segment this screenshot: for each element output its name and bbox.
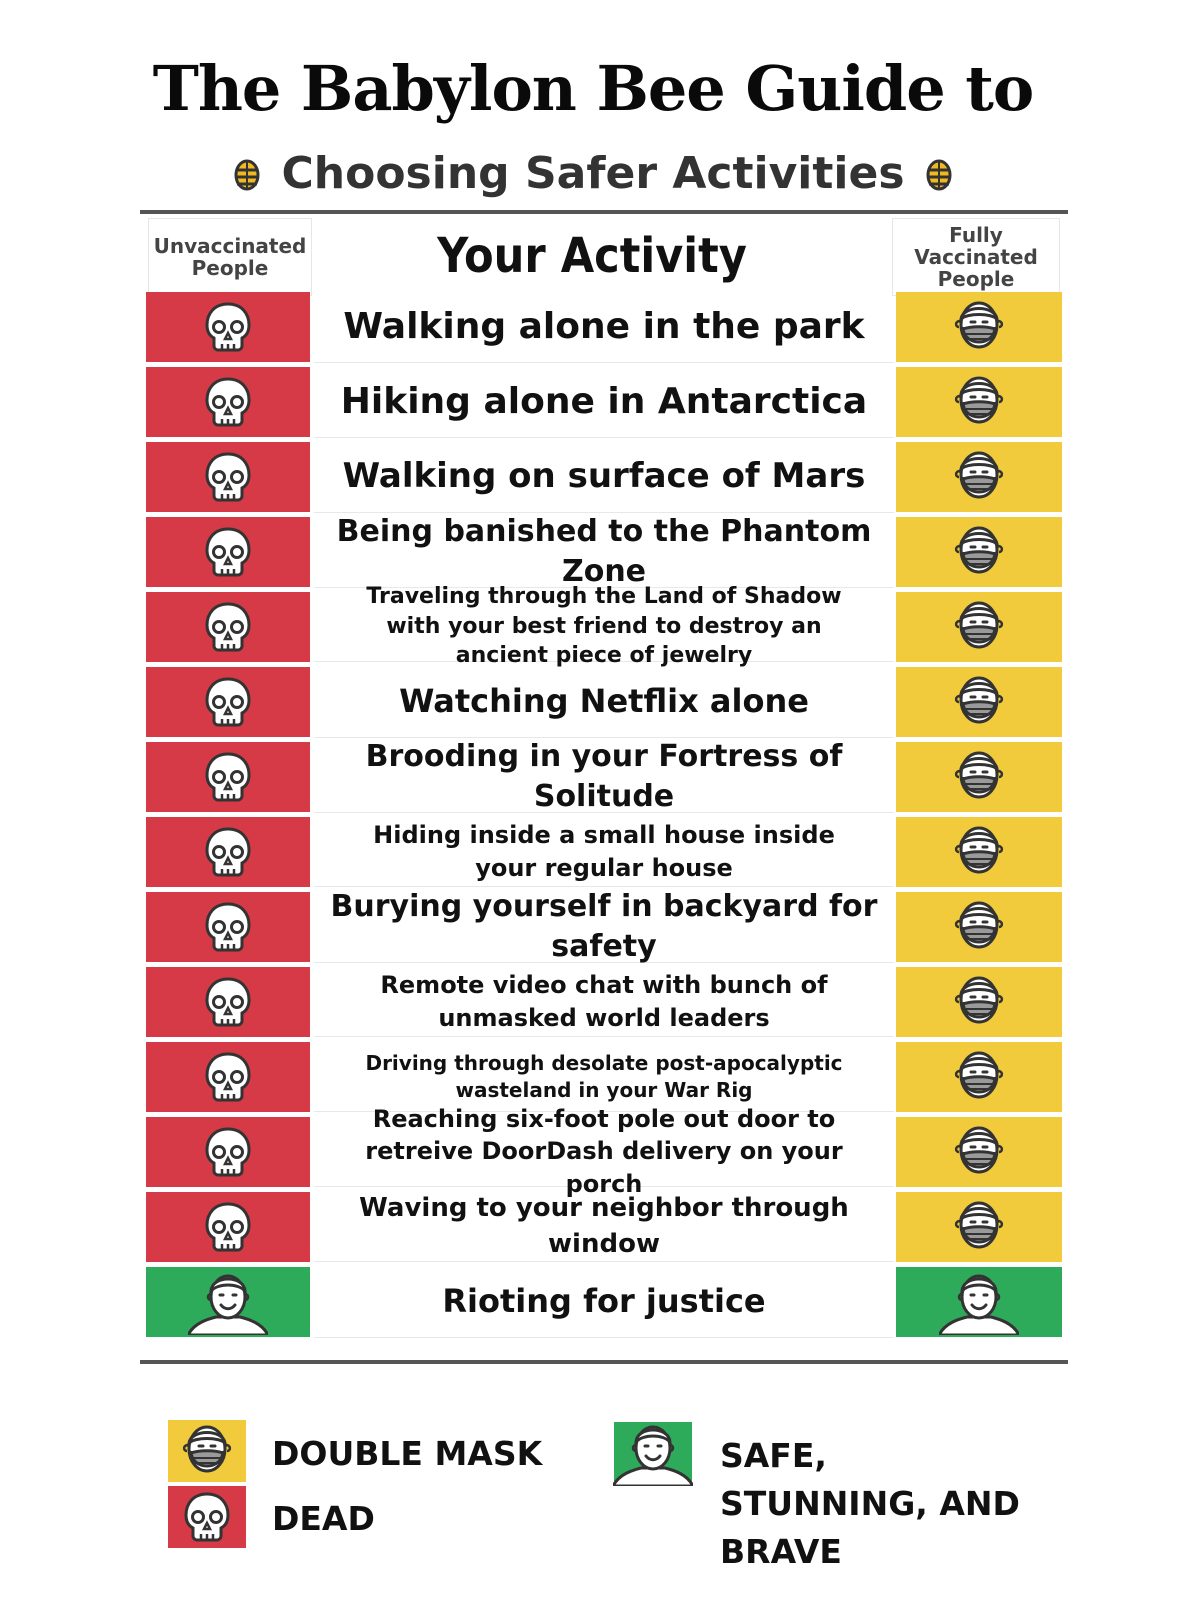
status-cell-vaccinated	[896, 517, 1062, 587]
activity-label: Brooding in your Fortress of Solitude	[314, 742, 894, 813]
status-cell-unvaccinated	[146, 292, 310, 362]
skull-icon	[200, 674, 256, 730]
header-unvaccinated: Unvaccinated People	[148, 218, 312, 296]
activity-label: Being banished to the Phantom Zone	[314, 517, 894, 588]
status-cell-vaccinated	[896, 817, 1062, 887]
activity-label: Hiking alone in Antarctica	[314, 367, 894, 438]
status-cell-unvaccinated	[146, 442, 310, 512]
table-row	[146, 1267, 1062, 1339]
activity-label: Walking alone in the park	[314, 292, 894, 363]
smiling-face-icon	[939, 1269, 1019, 1335]
masked-face-icon	[951, 1047, 1007, 1107]
status-cell-unvaccinated	[146, 1267, 310, 1337]
skull-icon	[200, 299, 256, 355]
status-cell-unvaccinated	[146, 817, 310, 887]
masked-face-icon	[951, 1197, 1007, 1257]
masked-face-icon	[951, 522, 1007, 582]
status-cell-vaccinated	[896, 667, 1062, 737]
status-cell-unvaccinated	[146, 742, 310, 812]
legend-safe-label: SAFE, STUNNING, AND BRAVE	[720, 1436, 1020, 1571]
status-cell-vaccinated	[896, 292, 1062, 362]
skull-icon	[200, 524, 256, 580]
masked-face-icon	[951, 672, 1007, 732]
table-row	[146, 583, 1062, 669]
activity-label: Walking on surface of Mars	[314, 442, 894, 513]
skull-icon	[200, 824, 256, 880]
masked-face-icon	[951, 297, 1007, 357]
page-subtitle	[0, 148, 1186, 199]
page-title: The Babylon Bee Guide to	[152, 52, 1034, 125]
skull-icon	[200, 899, 256, 955]
legend-dead-label: DEAD	[272, 1499, 375, 1538]
masked-face-icon	[179, 1421, 235, 1481]
status-cell-vaccinated	[896, 742, 1062, 812]
table-row	[146, 1104, 1062, 1198]
smiling-face-icon	[613, 1420, 693, 1486]
legend-safe-swatch	[614, 1422, 692, 1484]
masked-face-icon	[951, 372, 1007, 432]
table-top-rule	[140, 210, 1068, 214]
table-bottom-rule	[140, 1360, 1068, 1364]
activity-label: Burying yourself in backyard for safety	[314, 892, 894, 963]
status-cell-vaccinated	[896, 892, 1062, 962]
activity-label: Hiding inside a small house inside your regular house	[314, 817, 894, 887]
skull-icon	[200, 749, 256, 805]
status-cell-unvaccinated	[146, 592, 310, 662]
activity-label: Rioting for justice	[314, 1267, 894, 1338]
status-cell-unvaccinated	[146, 517, 310, 587]
status-cell-unvaccinated	[146, 967, 310, 1037]
status-cell-vaccinated	[896, 592, 1062, 662]
skull-icon	[200, 974, 256, 1030]
activity-label: Watching Netflix alone	[314, 667, 894, 738]
bee-icon	[227, 154, 267, 194]
activity-label: Traveling through the Land of Shadow with your best friend to destroy an ancient piece of jewelry	[314, 592, 894, 662]
bee-icon	[919, 154, 959, 194]
table-row	[146, 513, 1062, 589]
skull-icon	[200, 1124, 256, 1180]
status-cell-vaccinated	[896, 1117, 1062, 1187]
skull-icon	[179, 1489, 235, 1545]
masked-face-icon	[951, 972, 1007, 1032]
status-cell-vaccinated	[896, 1267, 1062, 1337]
legend-dead-swatch	[168, 1486, 246, 1548]
masked-face-icon	[951, 597, 1007, 657]
status-cell-unvaccinated	[146, 1192, 310, 1262]
status-cell-vaccinated	[896, 367, 1062, 437]
table-row	[146, 667, 1062, 739]
masked-face-icon	[951, 897, 1007, 957]
table-row	[146, 817, 1062, 889]
skull-icon	[200, 1049, 256, 1105]
status-cell-vaccinated	[896, 967, 1062, 1037]
skull-icon	[200, 1199, 256, 1255]
table-row	[146, 738, 1062, 814]
legend-double-mask-label: DOUBLE MASK	[272, 1434, 543, 1473]
status-cell-vaccinated	[896, 1042, 1062, 1112]
status-cell-unvaccinated	[146, 1042, 310, 1112]
activity-label: Reaching six-foot pole out door to retreive DoorDash delivery on your porch	[314, 1117, 894, 1187]
masked-face-icon	[951, 747, 1007, 807]
skull-icon	[200, 449, 256, 505]
status-cell-unvaccinated	[146, 1117, 310, 1187]
skull-icon	[200, 599, 256, 655]
activity-label: Remote video chat with bunch of unmasked world leaders	[314, 967, 894, 1037]
activity-label: Driving through desolate post-apocalyptic wasteland in your War Rig	[314, 1042, 894, 1112]
table-row	[146, 292, 1062, 364]
status-cell-unvaccinated	[146, 892, 310, 962]
table-row	[146, 367, 1062, 439]
masked-face-icon	[951, 822, 1007, 882]
skull-icon	[200, 374, 256, 430]
activity-label: Waving to your neighbor through window	[314, 1192, 894, 1262]
table-row	[146, 1192, 1062, 1264]
status-cell-vaccinated	[896, 442, 1062, 512]
legend-double-mask-swatch	[168, 1420, 246, 1482]
table-row	[146, 967, 1062, 1039]
header-vaccinated: Fully Vaccinated People	[892, 218, 1060, 296]
table-row	[146, 888, 1062, 964]
smiling-face-icon	[188, 1269, 268, 1335]
masked-face-icon	[951, 447, 1007, 507]
subtitle-text: Choosing Safer Activities	[281, 148, 905, 199]
masked-face-icon	[951, 1122, 1007, 1182]
status-cell-vaccinated	[896, 1192, 1062, 1262]
header-activity: Your Activity	[437, 228, 747, 284]
status-cell-unvaccinated	[146, 367, 310, 437]
table-row	[146, 442, 1062, 514]
status-cell-unvaccinated	[146, 667, 310, 737]
